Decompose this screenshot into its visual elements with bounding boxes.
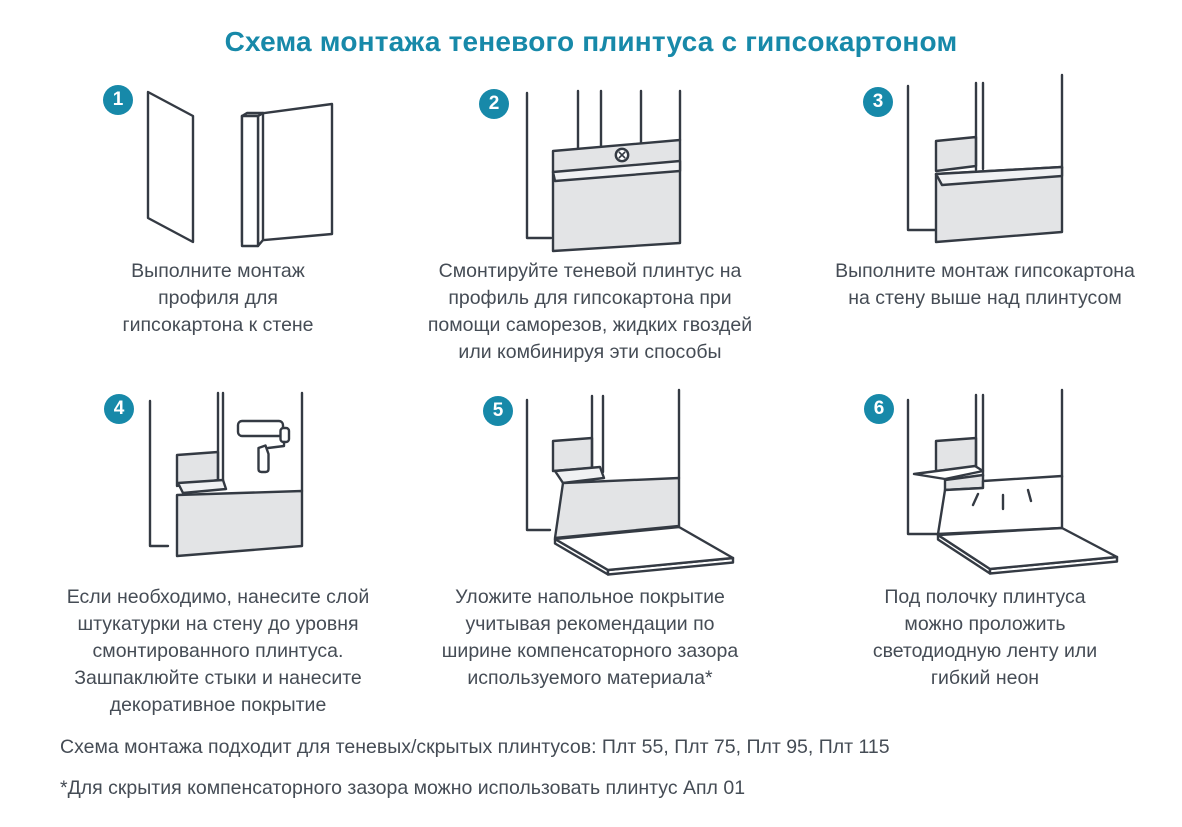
step-5-figure [388,386,792,578]
step-2-illustration [475,83,745,263]
step-2-badge: 2 [479,89,509,119]
step-2 [388,80,792,366]
step-3-caption: Выполните монтаж гипсокартона на стену выше над плинтусом [835,260,1135,309]
step-1-figure [48,80,388,258]
step-4-figure [48,386,388,578]
steps-grid [48,80,1182,719]
step-6-caption: Под полочку плинтуса можно проложить светодиодную ленту или гибкий неон [872,586,1098,689]
step-3-badge: 3 [863,87,893,117]
paint-roller-icon [238,421,289,472]
page-title: Схема монтажа теневого плинтуса с гипсокартоном [224,26,958,57]
step-1-illustration [100,84,340,252]
step-3 [792,80,1178,366]
step-5-illustration [480,388,740,578]
step-4 [48,386,388,719]
step-6-illustration [855,388,1125,578]
step-2-figure [388,80,792,258]
footnotes [60,735,1182,800]
step-6 [792,386,1178,719]
step-1-badge: 1 [103,85,133,115]
step-5-caption: Уложите напольное покрытие учитывая рекомендации по ширине компенсаторного зазора используемого материала* [441,586,739,689]
step-5-badge: 5 [483,396,513,426]
screw-icon [616,149,628,161]
step-1-caption: Выполните монтаж профиля для гипсокартона к стене [122,260,314,336]
step-2-caption: Смонтируйте теневой плинтус на профиль для гипсокартона при помощи саморезов, жидких гвоздей или комбинируя эти способы [427,260,753,363]
step-5 [388,386,792,719]
step-4-badge: 4 [104,394,134,424]
step-4-caption: Если необходимо, нанесите слой штукатурки на стену до уровня смонтированного плинтуса. Зашпаклюйте стыки и нанесите декоративное покрытие [66,586,370,716]
footnote-gap-cover: *Для скрытия компенсаторного зазора можно использовать плинтус Апл 01 [60,777,746,799]
step-6-figure [792,386,1178,578]
step-3-figure [792,80,1178,258]
step-1 [48,80,388,366]
step-6-badge: 6 [864,394,894,424]
footnote-compatible-plinths: Схема монтажа подходит для теневых/скрытых плинтусов: Плт 55, Плт 75, Плт 95, Плт 115 [60,736,890,758]
